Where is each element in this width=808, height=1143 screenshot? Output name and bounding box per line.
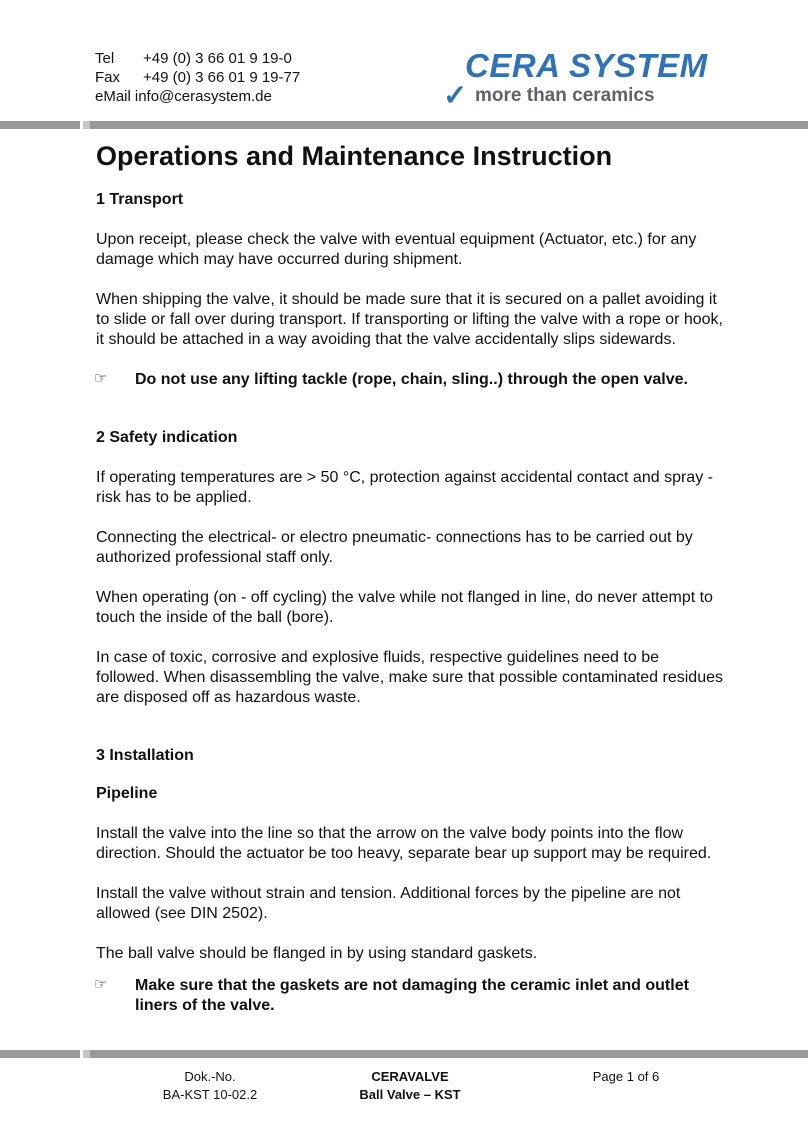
pointing-hand-icon: ☞ — [94, 976, 108, 993]
pointing-hand-icon: ☞ — [94, 370, 108, 387]
section-installation-heading: 3 Installation — [96, 747, 194, 764]
footer-product — [340, 1068, 480, 1104]
logo-tagline: more than ceramics — [475, 85, 655, 106]
document-body — [96, 140, 726, 1016]
product-subtitle: Ball Valve – KST — [359, 1087, 461, 1102]
page-title: Operations and Maintenance Instruction — [96, 141, 613, 171]
phone-label: Tel — [95, 50, 115, 67]
footer-doc-number — [150, 1068, 270, 1104]
fax-label: Fax — [95, 69, 121, 86]
email-row — [95, 87, 300, 106]
email-label: eMail — [95, 88, 131, 105]
checkmark-icon: ✓ — [443, 80, 468, 112]
warning-note — [96, 976, 726, 1016]
section-safety-heading: 2 Safety indication — [96, 429, 238, 446]
page-number: Page 1 of 6 — [592, 1069, 660, 1084]
section-transport-heading: 1 Transport — [96, 191, 184, 208]
paragraph: Install the valve into the line so that the arrow on the valve body points into the flow direction. Should the actuator be too heavy, separate bear up support may be required. — [96, 825, 712, 862]
subsection-pipeline-heading: Pipeline — [96, 785, 158, 802]
paragraph: Connecting the electrical- or electro pneumatic- connections has to be carried out by authorized professional staff only. — [96, 529, 693, 566]
paragraph: The ball valve should be flanged in by using standard gaskets. — [96, 945, 538, 962]
email-address[interactable]: info@cerasystem.de — [134, 88, 272, 105]
product-name: CERAVALVE — [371, 1069, 449, 1084]
warning-note-text: Make sure that the gaskets are not damaging the ceramic inlet and outlet liners of the valve. — [135, 977, 689, 1014]
footer-divider — [0, 1050, 808, 1058]
paragraph: In case of toxic, corrosive and explosive fluids, respective guidelines need to be followed. When disassembling the valve, make sure that possible contaminated residues are disposed off as hazardous waste. — [96, 649, 723, 706]
paragraph: Install the valve without strain and tension. Additional forces by the pipeline are not allowed (see DIN 2502). — [96, 885, 681, 922]
paragraph: When shipping the valve, it should be made sure that it is secured on a pallet avoiding it to slide or fall over during transport. If transporting or lifting the valve with a rope or hook, it should be attached in a way avoiding that the valve accidentally slips sidewards. — [96, 291, 723, 348]
warning-note — [96, 370, 726, 390]
header-divider — [0, 121, 808, 129]
paragraph: When operating (on - off cycling) the valve while not flanged in line, do never attempt to touch the inside of the ball (bore). — [96, 589, 713, 626]
phone-row — [95, 49, 300, 68]
fax-row — [95, 68, 300, 87]
paragraph: Upon receipt, please check the valve with eventual equipment (Actuator, etc.) for any damage which may have occurred during shipment. — [96, 231, 697, 268]
warning-note-text: Do not use any lifting tackle (rope, chain, sling..) through the open valve. — [135, 371, 688, 388]
logo-title: CERA SYSTEM — [465, 47, 708, 84]
phone-number: +49 (0) 3 66 01 9 19-0 — [143, 50, 292, 67]
doc-number-label: Dok.-No. — [184, 1069, 236, 1084]
company-logo — [443, 45, 733, 110]
fax-number: +49 (0) 3 66 01 9 19-77 — [143, 69, 301, 86]
doc-number-value: BA-KST 10-02.2 — [162, 1087, 258, 1102]
paragraph: If operating temperatures are > 50 °C, protection against accidental contact and spray -risk has to be applied. — [96, 469, 713, 506]
contact-block — [95, 49, 300, 106]
